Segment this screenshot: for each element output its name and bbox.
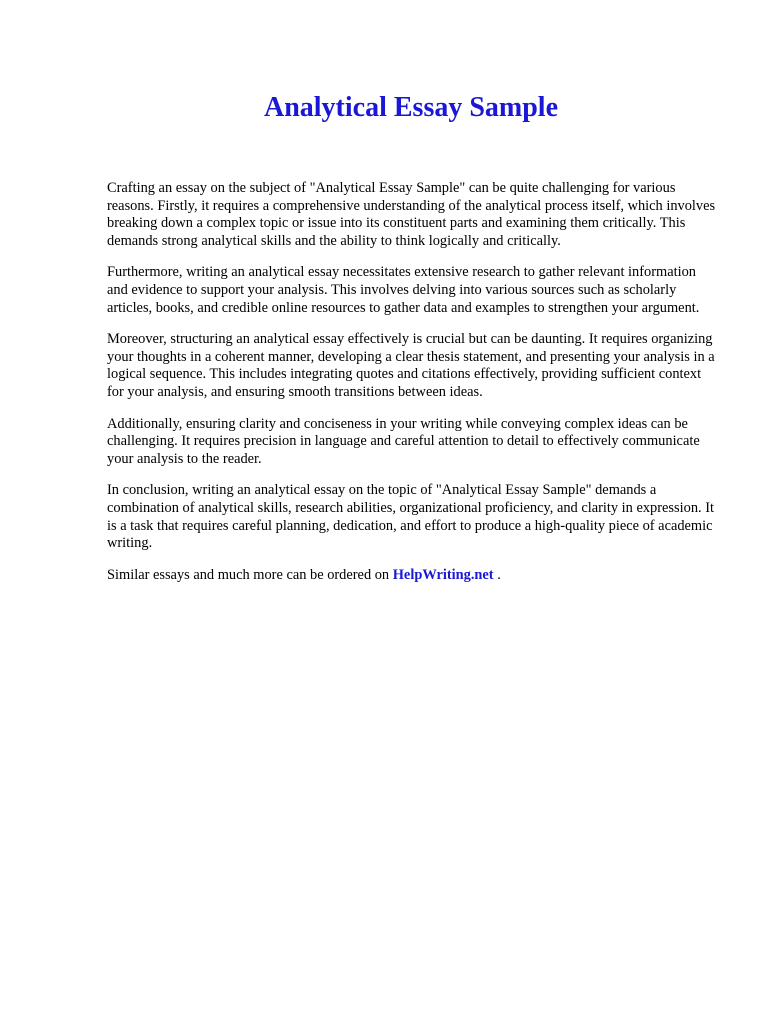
paragraph-2: Furthermore, writing an analytical essay necessitates extensive research to gather relevant information and evidence to support your analysis. This involves delving into various sources such as scholarly articles, books, and credible online resources to gather data and examples to strengthen your argument. bbox=[107, 264, 700, 316]
closing-line bbox=[107, 567, 719, 585]
helpwriting-link[interactable]: HelpWriting.net bbox=[392, 566, 494, 583]
paragraph-5: In conclusion, writing an analytical essay on the topic of "Analytical Essay Sample" demands a combination of analytical skills, research abilities, organizational proficiency, and clarity in expression. It is a task that requires careful planning, dedication, and effort to produce a high-quality piece of academic writing. bbox=[107, 482, 715, 552]
closing-suffix: . bbox=[493, 566, 501, 583]
essay-body bbox=[107, 180, 719, 598]
paragraph-1: Crafting an essay on the subject of "Analytical Essay Sample" can be quite challenging for various reasons. Firstly, it requires a comprehensive understanding of the analytical process itself, which involves breaking down a complex topic or issue into its constituent parts and examining them critically. This demands strong analytical skills and the ability to think logically and critically. bbox=[107, 180, 716, 249]
closing-prefix: Similar essays and much more can be ordered on bbox=[107, 566, 393, 583]
paragraph-3: Moreover, structuring an analytical essay effectively is crucial but can be daunting. It requires organizing your thoughts in a coherent manner, developing a clear thesis statement, and presenting your analysis in a logical sequence. This includes integrating quotes and citations effectively, providing sufficient context for your analysis, and ensuring smooth transitions between ideas. bbox=[107, 331, 715, 400]
paragraph-4: Additionally, ensuring clarity and conciseness in your writing while conveying complex ideas can be challenging. It requires precision in language and careful attention to detail to effectively communicate your analysis to the reader. bbox=[107, 415, 700, 467]
page-title: Analytical Essay Sample bbox=[263, 92, 559, 123]
